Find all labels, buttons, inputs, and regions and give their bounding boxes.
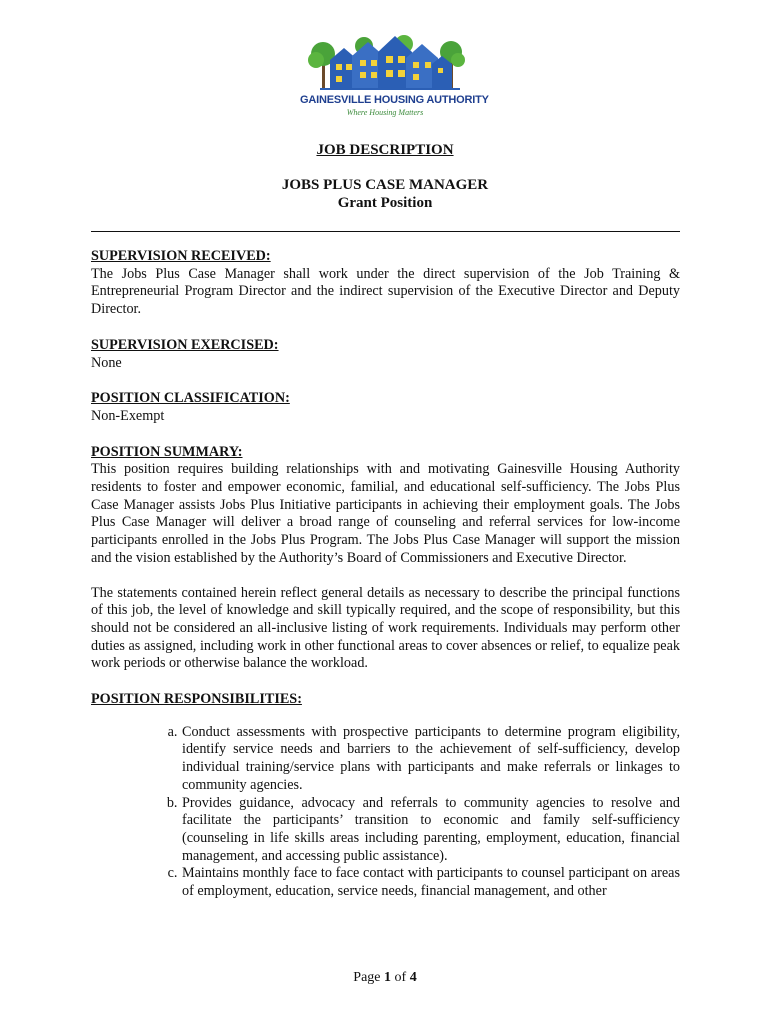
summary-paragraph-2: The statements contained herein reflect general details as necessary to describe the principal functions of this job, the level of knowledge and skill typically required, and the scope of responsibility, but this should not be considered an all-inclusive listing of work requirements. Individuals may perform other duties as assigned, including work in other functional areas to cover absences or relief, to equalize peak work periods or otherwise balance the workload. [91, 584, 680, 672]
section-text: The Jobs Plus Case Manager shall work under the direct supervision of the Job Training & Entrepreneurial Program Director and the indirect supervision of the Executive Director and Deputy Director. [91, 265, 680, 318]
section-position-responsibilities [91, 691, 680, 901]
list-item: c. Maintains monthly face to face contact with participants to counsel participant on areas of employment, education, service needs, financial management, and other [181, 865, 680, 900]
document-type-heading: JOB DESCRIPTION [316, 142, 454, 158]
list-item: a. Conduct assessments with prospective participants to determine program eligibility, identify service needs and barriers to the achievement of self-sufficiency, develop individual training/service plans with participants and make referrals or linkages to community agencies. [181, 724, 680, 795]
document-body [91, 248, 680, 901]
of-word: of [394, 970, 407, 985]
section-title: POSITION RESPONSIBILITIES: [91, 691, 302, 708]
section-title: SUPERVISION EXERCISED: [91, 336, 279, 353]
houses-trees-logo-icon [300, 30, 470, 92]
section-text: Non-Exempt [91, 407, 165, 424]
job-subtitle-heading: Grant Position [337, 195, 433, 211]
section-position-classification [91, 390, 680, 425]
list-item: b. Provides guidance, advocacy and referrals to community agencies to resolve and facilitate the participants’ transition to economic and family self-sufficiency (counseling in life skills areas including parenting, employment, education, financial management, and accessing public assistance). [181, 795, 680, 866]
summary-paragraph-1: This position requires building relationships with and motivating Gainesville Housing Authority residents to foster and empower economic, familial, and educational self-sufficiency. The Jobs Plus Case Manager assists Jobs Plus Initiative participants in achieving their employment goals. The Jobs Plus Case Manager will deliver a broad range of counseling and referral services for low-income participants enrolled in the Jobs Plus Program. The Jobs Plus Case Manager will support the mission and the vision established by the Authority’s Board of Commissioners and Executive Director. [91, 461, 680, 566]
job-title-heading: JOBS PLUS CASE MANAGER [281, 177, 489, 193]
responsibilities-list [91, 724, 680, 901]
section-supervision-received [91, 248, 680, 319]
page-number-footer [0, 970, 770, 986]
total-pages-number: 4 [409, 970, 417, 985]
section-position-summary [91, 444, 680, 673]
logo-organization-name: GAINESVILLE HOUSING AUTHORITY [300, 94, 489, 106]
gha-logo [300, 30, 489, 120]
section-title: POSITION CLASSIFICATION: [91, 390, 290, 407]
section-title: SUPERVISION RECEIVED: [91, 248, 271, 264]
section-title: POSITION SUMMARY: [91, 443, 243, 460]
header-divider [91, 231, 680, 232]
logo-tagline: Where Housing Matters [346, 108, 424, 117]
current-page-number: 1 [384, 970, 392, 985]
section-text: None [91, 354, 122, 371]
page-word: Page [353, 970, 381, 985]
section-supervision-exercised [91, 337, 680, 372]
